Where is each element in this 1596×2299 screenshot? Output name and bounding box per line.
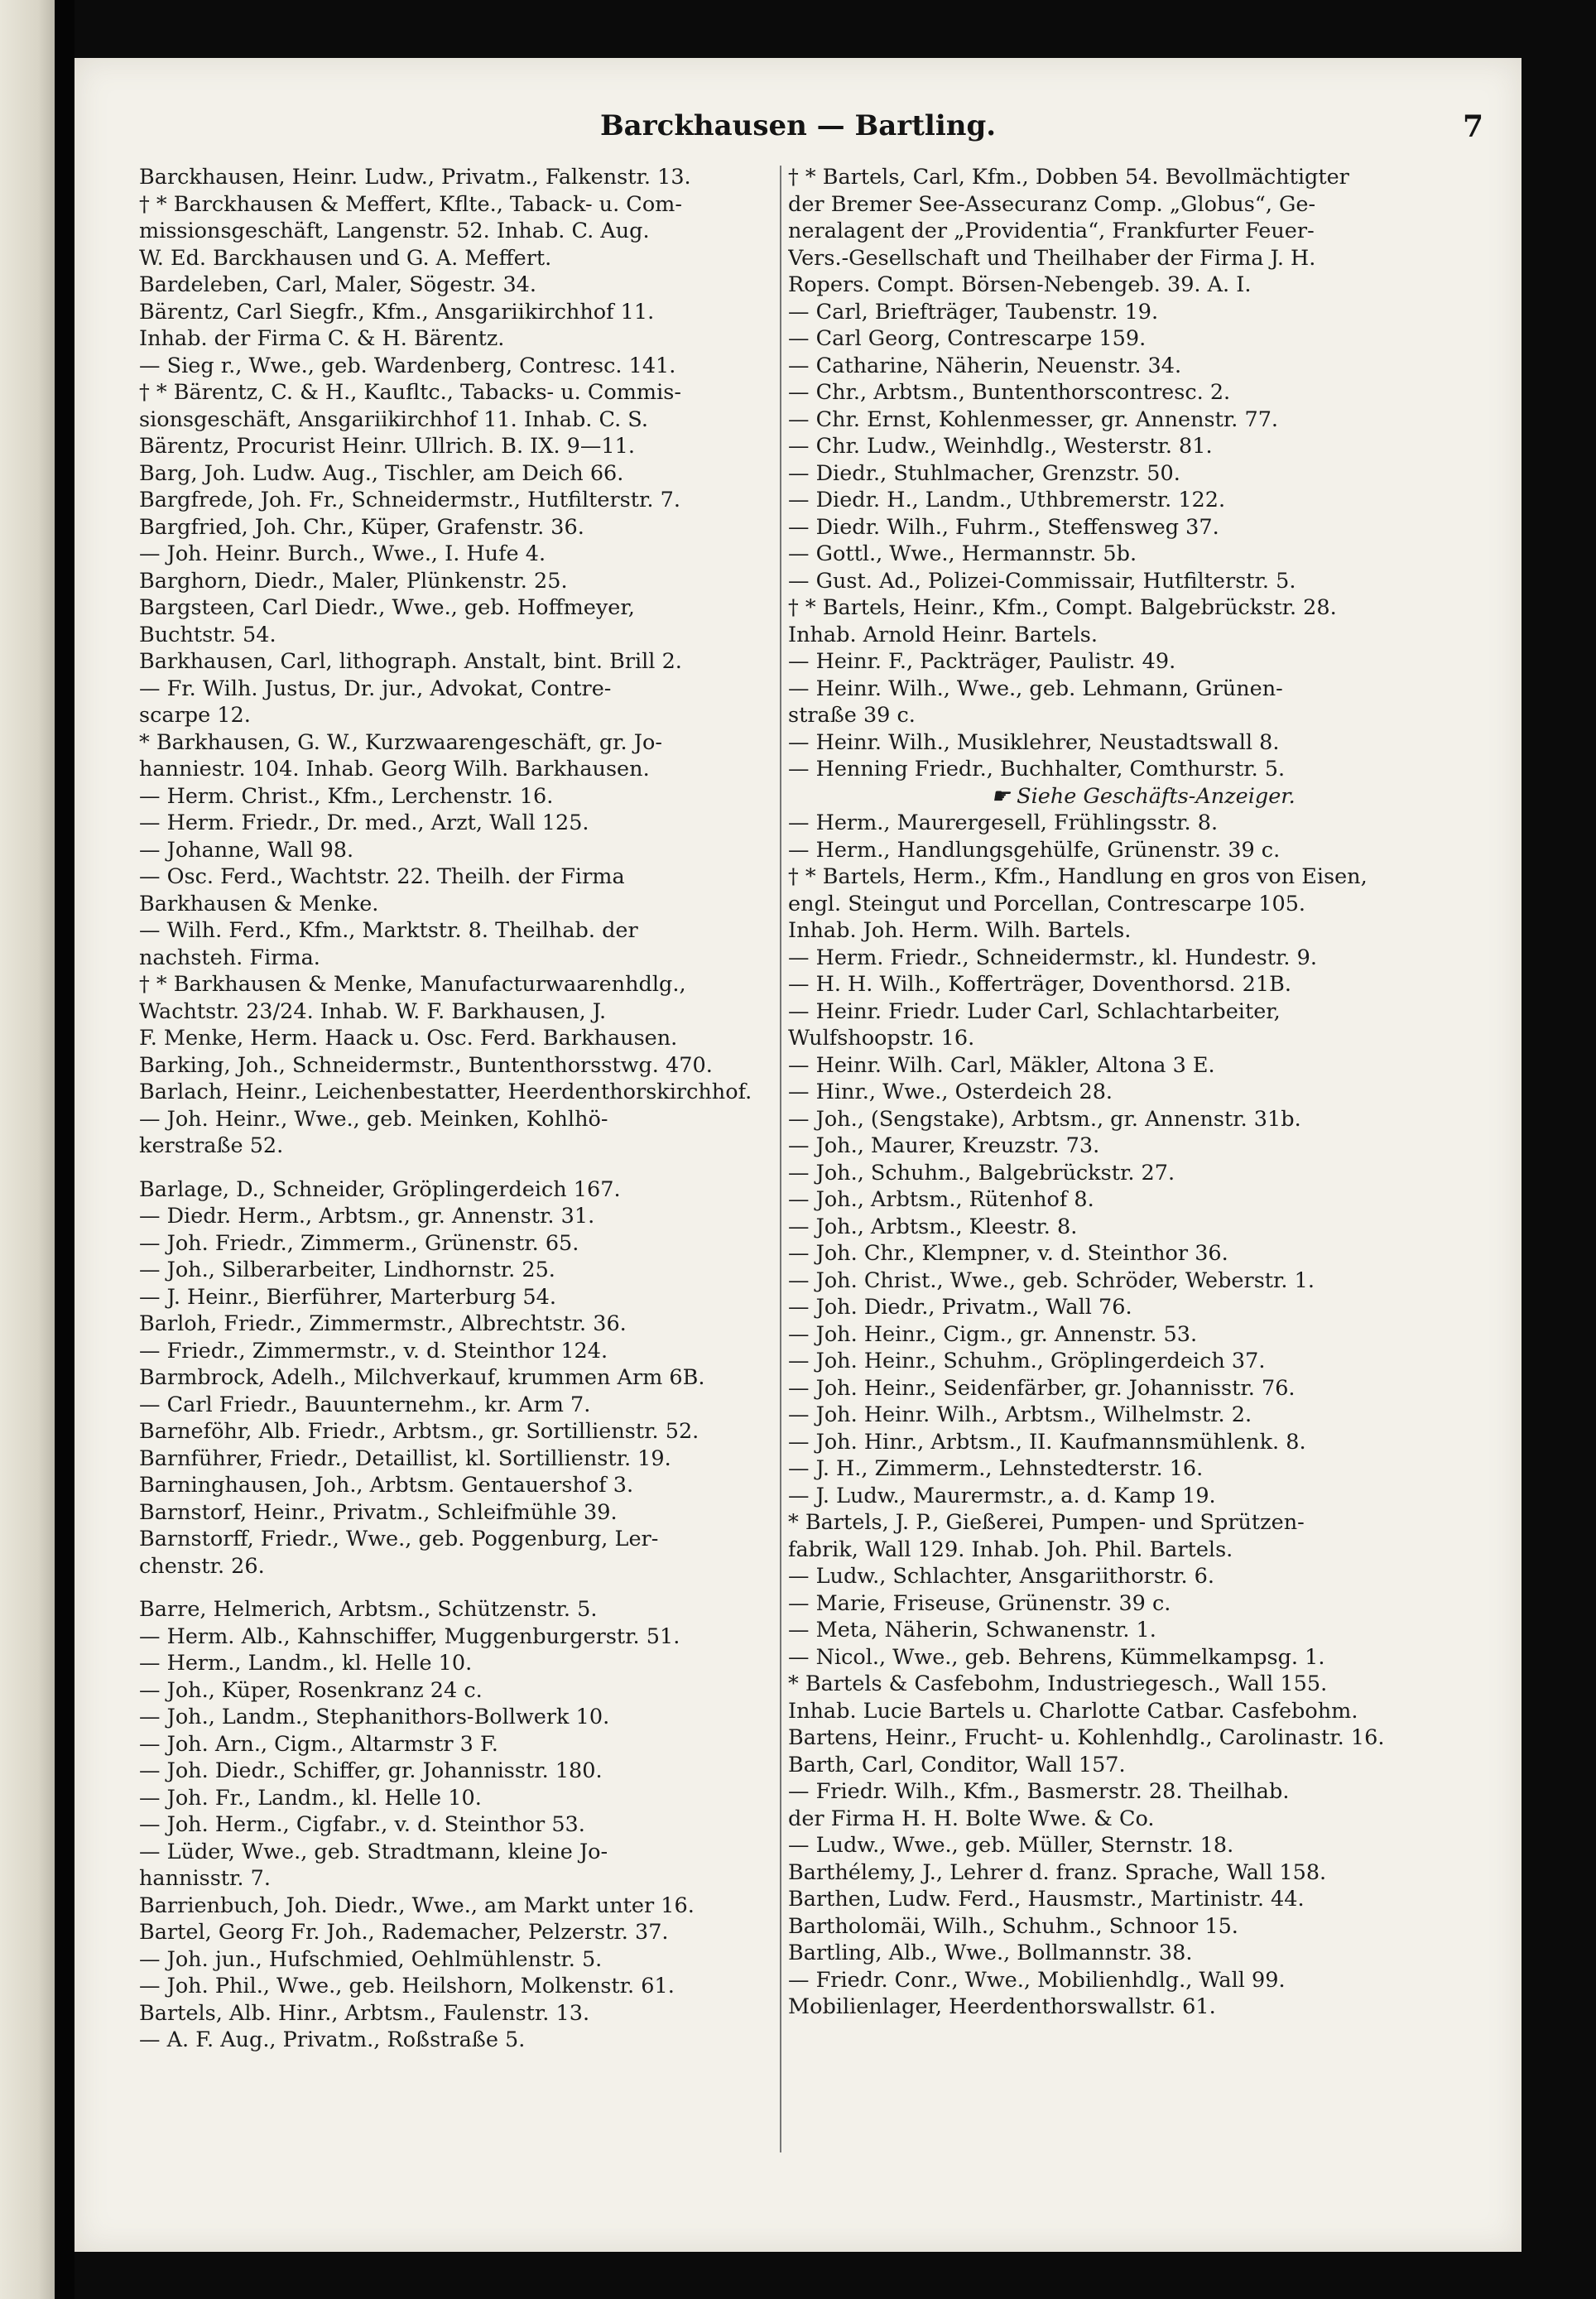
directory-entry-line: Barth, Carl, Conditor, Wall 157. xyxy=(788,1752,1126,1777)
directory-entry-line: — Diedr. Herm., Arbtsm., gr. Annenstr. 31. xyxy=(139,1204,595,1229)
directory-entry-line: Bargsteen, Carl Diedr., Wwe., geb. Hoffmeyer, xyxy=(139,595,635,620)
directory-entry-line: — Carl, Briefträger, Taubenstr. 19. xyxy=(788,299,1159,325)
directory-entry-line: fabrik, Wall 129. Inhab. Joh. Phil. Bartels. xyxy=(788,1537,1233,1562)
directory-entry-line: — Carl Georg, Contrescarpe 159. xyxy=(788,326,1147,351)
directory-entry-line: — J. Ludw., Maurermstr., a. d. Kamp 19. xyxy=(788,1483,1216,1508)
directory-entry-line: Ropers. Compt. Börsen-Nebengeb. 39. A. I. xyxy=(788,272,1252,297)
directory-entry-line: — Chr. Ludw., Weinhdlg., Westerstr. 81. xyxy=(788,434,1213,459)
directory-entry-line: Barghorn, Diedr., Maler, Plünkenstr. 25. xyxy=(139,568,568,594)
directory-entry-line: — Lüder, Wwe., geb. Stradtmann, kleine Jo- xyxy=(139,1839,608,1864)
directory-entry-line: neralagent der „Providentia“, Frankfurter Feuer- xyxy=(788,219,1315,243)
directory-entry-line: — Heinr. F., Packträger, Paulistr. 49. xyxy=(788,649,1176,674)
directory-entry-line: Bardeleben, Carl, Maler, Sögestr. 34. xyxy=(139,272,536,297)
directory-entry-line: — Meta, Näherin, Schwanenstr. 1. xyxy=(788,1618,1156,1642)
directory-entry-line: Barrienbuch, Joh. Diedr., Wwe., am Markt unter 16. xyxy=(139,1893,695,1918)
directory-entry-line: — Diedr., Stuhlmacher, Grenzstr. 50. xyxy=(788,460,1180,486)
directory-entry-line: — Friedr. Conr., Wwe., Mobilienhdlg., Wall 99. xyxy=(788,1967,1286,1993)
directory-entry-line: Barre, Helmerich, Arbtsm., Schützenstr. 5. xyxy=(139,1597,598,1622)
directory-entry-line: — A. F. Aug., Privatm., Roßstraße 5. xyxy=(139,2027,526,2052)
directory-entry-line: Inhab. der Firma C. & H. Bärentz. xyxy=(139,326,505,351)
adjacent-page-edge xyxy=(0,0,55,2299)
directory-entry-line: — Joh. Heinr. Burch., Wwe., I. Hufe 4. xyxy=(139,541,546,566)
directory-entry-line: Wulfshoopstr. 16. xyxy=(788,1026,975,1051)
directory-entry-line: Inhab. Joh. Herm. Wilh. Bartels. xyxy=(788,918,1132,943)
directory-entry-line: — Chr., Arbtsm., Buntenthorscontresc. 2. xyxy=(788,380,1231,405)
directory-entry-line: — Gust. Ad., Polizei-Commissair, Hutfilterstr. 5. xyxy=(788,568,1296,594)
directory-entry-line: Barneföhr, Alb. Friedr., Arbtsm., gr. Sortillienstr. 52. xyxy=(139,1419,699,1444)
directory-entry-line: — Sieg r., Wwe., geb. Wardenberg, Contresc. 141. xyxy=(139,353,676,378)
directory-entry-line: — Herm., Landm., kl. Helle 10. xyxy=(139,1651,473,1676)
directory-entry-line: F. Menke, Herm. Haack u. Osc. Ferd. Barkhausen. xyxy=(139,1026,678,1051)
directory-entry-line: — Joh. Arn., Cigm., Altarmstr 3 F. xyxy=(139,1731,498,1757)
directory-entry-line: — Herm. Friedr., Schneidermstr., kl. Hundestr. 9. xyxy=(788,945,1317,970)
directory-entry-line: — Joh. Heinr., Seidenfärber, gr. Johannisstr. 76. xyxy=(788,1375,1296,1401)
directory-entry-line: Barmbrock, Adelh., Milchverkauf, krummen Arm 6B. xyxy=(139,1365,705,1390)
directory-entry-line: — Joh. Diedr., Schiffer, gr. Johannisstr. 180. xyxy=(139,1758,603,1783)
directory-entry-line: Bartels, Alb. Hinr., Arbtsm., Faulenstr. 13. xyxy=(139,2000,590,2026)
directory-entry-line: Barkhausen & Menke. xyxy=(139,891,379,916)
directory-entry-line: — Wilh. Ferd., Kfm., Marktstr. 8. Theilhab. der xyxy=(139,918,638,943)
directory-entry-line: Wachtstr. 23/24. Inhab. W. F. Barkhausen, J. xyxy=(139,998,607,1024)
directory-entry-line: — Henning Friedr., Buchhalter, Comthurstr. 5. xyxy=(788,757,1286,782)
directory-entry-line: — Heinr. Wilh., Musiklehrer, Neustadtswall 8. xyxy=(788,729,1280,755)
directory-entry-line: Inhab. Arnold Heinr. Bartels. xyxy=(788,622,1098,647)
directory-entry-line: Barckhausen, Heinr. Ludw., Privatm., Falkenstr. 13. xyxy=(139,165,691,190)
directory-entry-line: — Joh., Maurer, Kreuzstr. 73. xyxy=(788,1133,1100,1158)
directory-entry-line: Barnstorf, Heinr., Privatm., Schleifmühle 39. xyxy=(139,1499,618,1525)
directory-entry-line: Bargfried, Joh. Chr., Küper, Grafenstr. 36. xyxy=(139,514,584,540)
directory-entry-line: — Nicol., Wwe., geb. Behrens, Kümmelkampsg. 1. xyxy=(788,1644,1325,1670)
directory-entry-line: Bartling, Alb., Wwe., Bollmannstr. 38. xyxy=(788,1941,1193,1965)
directory-entry-line: — Joh. Phil., Wwe., geb. Heilshorn, Molkenstr. 61. xyxy=(139,1974,675,1998)
right-column xyxy=(788,164,1498,2021)
running-head: Barckhausen — Bartling. xyxy=(599,109,997,142)
directory-entry-line: Inhab. Lucie Bartels u. Charlotte Catbar. Casfebohm. xyxy=(788,1698,1358,1724)
directory-entry-line: Bärentz, Procurist Heinr. Ullrich. B. IX. 9—11. xyxy=(139,434,635,459)
directory-entry-line: * Barkhausen, G. W., Kurzwaarengeschäft, gr. Jo- xyxy=(139,729,662,755)
directory-entry-line: — Joh., Schuhm., Balgebrückstr. 27. xyxy=(788,1160,1175,1186)
directory-entry-line: missionsgeschäft, Langenstr. 52. Inhab. C. Aug. xyxy=(139,219,650,243)
directory-entry-line: Mobilienlager, Heerdenthorswallstr. 61. xyxy=(788,1994,1216,2019)
directory-entry-line: Barninghausen, Joh., Arbtsm. Gentauershof 3. xyxy=(139,1473,634,1498)
directory-entry-line: — Marie, Friseuse, Grünenstr. 39 c. xyxy=(788,1590,1171,1616)
directory-entry-line: * Bartels & Casfebohm, Industriegesch., Wall 155. xyxy=(788,1671,1328,1696)
directory-entry-line: — Joh. Chr., Klempner, v. d. Steinthor 36. xyxy=(788,1241,1228,1266)
directory-entry-line: † * Barkhausen & Menke, Manufacturwaarenhdlg., xyxy=(139,972,686,997)
directory-entry-line: — Heinr. Wilh., Wwe., geb. Lehmann, Grünen- xyxy=(788,676,1283,701)
directory-entry-line: † * Bartels, Carl, Kfm., Dobben 54. Bevollmächtigter xyxy=(788,165,1349,190)
directory-entry-line: — Friedr. Wilh., Kfm., Basmerstr. 28. Theilhab. xyxy=(788,1779,1290,1804)
directory-entry-line: der Bremer See-Assecuranz Comp. „Globus“, Ge- xyxy=(788,191,1316,217)
directory-entry-line: hanniestr. 104. Inhab. Georg Wilh. Barkhausen. xyxy=(139,757,650,782)
directory-entry-line: — Ludw., Schlachter, Ansgariithorstr. 6. xyxy=(788,1564,1215,1589)
directory-entry-line: — Joh. jun., Hufschmied, Oehlmühlenstr. 5. xyxy=(139,1946,603,1972)
directory-entry-line: nachsteh. Firma. xyxy=(139,945,320,970)
directory-entry-line: Barlage, D., Schneider, Gröplingerdeich 167. xyxy=(139,1176,621,1202)
directory-entry-line: kerstraße 52. xyxy=(139,1133,284,1158)
directory-entry-line: engl. Steingut und Porcellan, Contrescarpe 105. xyxy=(788,891,1306,916)
directory-entry-line: — Joh., Silberarbeiter, Lindhornstr. 25. xyxy=(139,1258,555,1282)
directory-entry-line: — Carl Friedr., Bauunternehm., kr. Arm 7. xyxy=(139,1392,591,1417)
directory-entry-line: — Joh. Heinr., Schuhm., Gröplingerdeich 37. xyxy=(788,1349,1266,1373)
directory-entry-line: — Herm. Friedr., Dr. med., Arzt, Wall 125. xyxy=(139,810,589,835)
directory-entry-line: Barg, Joh. Ludw. Aug., Tischler, am Deich 66. xyxy=(139,460,624,486)
directory-entry-line: — Herm. Christ., Kfm., Lerchenstr. 16. xyxy=(139,783,554,809)
directory-entry-line: Bartholomäi, Wilh., Schuhm., Schnoor 15. xyxy=(788,1913,1238,1939)
directory-entry-line: — Joh. Fr., Landm., kl. Helle 10. xyxy=(139,1785,482,1811)
directory-entry-line: — Joh., (Sengstake), Arbtsm., gr. Annenstr. 31b. xyxy=(788,1106,1301,1132)
directory-entry-line: — Joh. Friedr., Zimmerm., Grünenstr. 65. xyxy=(139,1230,579,1256)
directory-entry-line: — Joh. Herm., Cigfabr., v. d. Steinthor 53. xyxy=(139,1812,585,1837)
directory-entry-line: Barking, Joh., Schneidermstr., Buntenthorsstwg. 470. xyxy=(139,1052,713,1078)
directory-entry-line: — Joh. Diedr., Privatm., Wall 76. xyxy=(788,1295,1132,1320)
directory-entry-line: — Heinr. Wilh. Carl, Mäkler, Altona 3 E. xyxy=(788,1052,1215,1078)
directory-entry-line: — Johanne, Wall 98. xyxy=(139,837,354,863)
directory-entry-line: — J. H., Zimmerm., Lehnstedterstr. 16. xyxy=(788,1456,1204,1481)
directory-entry-line: — Joh., Landm., Stephanithors-Bollwerk 10. xyxy=(139,1705,610,1729)
directory-entry-line: hannisstr. 7. xyxy=(139,1866,271,1891)
directory-entry-line: Barnstorff, Friedr., Wwe., geb. Poggenburg, Ler- xyxy=(139,1527,659,1551)
directory-entry-line: Barloh, Friedr., Zimmermstr., Albrechtstr. 36. xyxy=(139,1311,627,1336)
directory-entry-line: * Bartels, J. P., Gießerei, Pumpen- und Sprützen- xyxy=(788,1510,1305,1535)
directory-entry-line: — Joh. Christ., Wwe., geb. Schröder, Weberstr. 1. xyxy=(788,1267,1315,1293)
directory-entry-line: straße 39 c. xyxy=(788,703,916,728)
page-header xyxy=(75,109,1521,159)
directory-entry-line: — Joh. Heinr., Cigm., gr. Annenstr. 53. xyxy=(788,1321,1198,1347)
directory-entry-line: Bargfrede, Joh. Fr., Schneidermstr., Hutfilterstr. 7. xyxy=(139,488,680,512)
directory-entry-line: — Diedr. Wilh., Fuhrm., Steffensweg 37. xyxy=(788,514,1219,540)
directory-entry-line: † * Bärentz, C. & H., Kaufltc., Tabacks- u. Commis- xyxy=(139,380,681,405)
directory-entry-line: Vers.-Gesellschaft und Theilhaber der Firma J. H. xyxy=(788,245,1316,271)
directory-entry-line: — Joh., Arbtsm., Rütenhof 8. xyxy=(788,1187,1094,1212)
directory-entry-line: — Herm. Alb., Kahnschiffer, Muggenburgerstr. 51. xyxy=(139,1623,680,1649)
directory-entry-line: † * Barckhausen & Meffert, Kflte., Taback- u. Com- xyxy=(139,191,682,217)
directory-page xyxy=(75,58,1521,2252)
directory-entry-line: Barkhausen, Carl, lithograph. Anstalt, bint. Brill 2. xyxy=(139,649,682,674)
directory-entry-line: — H. H. Wilh., Kofferträger, Doventhorsd. 21B. xyxy=(788,972,1291,997)
directory-entry-line: Bartens, Heinr., Frucht- u. Kohlenhdlg., Carolinastr. 16. xyxy=(788,1725,1385,1750)
directory-entry-line: — J. Heinr., Bierführer, Marterburg 54. xyxy=(139,1284,556,1310)
directory-entry-line: — Chr. Ernst, Kohlenmesser, gr. Annenstr. 77. xyxy=(788,406,1279,432)
directory-entry-line: — Fr. Wilh. Justus, Dr. jur., Advokat, Contre- xyxy=(139,676,612,701)
directory-entry-line: — Diedr. H., Landm., Uthbremerstr. 122. xyxy=(788,488,1226,512)
directory-entry-line: — Joh., Küper, Rosenkranz 24 c. xyxy=(139,1677,483,1703)
directory-entry-line: Barthen, Ludw. Ferd., Hausmstr., Martinistr. 44. xyxy=(788,1887,1305,1912)
directory-entry-line: — Heinr. Friedr. Luder Carl, Schlachtarbeiter, xyxy=(788,998,1281,1024)
book-gutter xyxy=(55,0,75,2299)
directory-entry-line: Barthélemy, J., Lehrer d. franz. Sprache, Wall 158. xyxy=(788,1859,1327,1885)
directory-entry-line: † * Bartels, Heinr., Kfm., Compt. Balgebrückstr. 28. xyxy=(788,595,1337,620)
directory-entry-line: — Catharine, Näherin, Neuenstr. 34. xyxy=(788,353,1182,378)
directory-entry-line: der Firma H. H. Bolte Wwe. & Co. xyxy=(788,1806,1155,1831)
directory-entry-line: — Joh., Arbtsm., Kleestr. 8. xyxy=(788,1214,1078,1239)
directory-entry-line: — Herm., Handlungsgehülfe, Grünenstr. 39 c. xyxy=(788,837,1281,863)
directory-entry-line: sionsgeschäft, Ansgariikirchhof 11. Inhab. C. S. xyxy=(139,406,648,432)
directory-entry-line: — Hinr., Wwe., Osterdeich 28. xyxy=(788,1080,1113,1104)
directory-entry-line: scarpe 12. xyxy=(139,703,251,728)
directory-entry-line: — Joh. Hinr., Arbtsm., II. Kaufmannsmühlenk. 8. xyxy=(788,1429,1306,1455)
directory-entry-line: Barnführer, Friedr., Detaillist, kl. Sortillienstr. 19. xyxy=(139,1445,671,1471)
directory-entry-line: — Joh. Heinr., Wwe., geb. Meinken, Kohlhö- xyxy=(139,1106,608,1132)
directory-entry-line: chenstr. 26. xyxy=(139,1553,265,1579)
directory-entry-line: — Joh. Heinr. Wilh., Arbtsm., Wilhelmstr. 2. xyxy=(788,1402,1252,1427)
directory-entry-line: Barlach, Heinr., Leichenbestatter, Heerdenthorskirchhof. xyxy=(139,1080,752,1104)
directory-entry-line: W. Ed. Barckhausen und G. A. Meffert. xyxy=(139,245,552,271)
directory-entry-line: — Gottl., Wwe., Hermannstr. 5b. xyxy=(788,541,1137,566)
page-number: 7 xyxy=(1462,109,1483,144)
directory-entry-line: — Herm., Maurergesell, Frühlingsstr. 8. xyxy=(788,810,1219,835)
directory-entry-line: — Osc. Ferd., Wachtstr. 22. Theilh. der Firma xyxy=(139,864,625,889)
directory-entry-line: — Ludw., Wwe., geb. Müller, Sternstr. 18. xyxy=(788,1833,1234,1858)
directory-entry-line: Buchtstr. 54. xyxy=(139,622,276,647)
directory-entry-line: † * Bartels, Herm., Kfm., Handlung en gros von Eisen, xyxy=(788,864,1368,889)
directory-entry-line: ☛ Siehe Geschäfts-Anzeiger. xyxy=(991,783,1296,809)
directory-entry-line: Bärentz, Carl Siegfr., Kfm., Ansgariikirchhof 11. xyxy=(139,299,655,325)
left-column xyxy=(139,164,843,2054)
directory-entry-line: Bartel, Georg Fr. Joh., Rademacher, Pelzerstr. 37. xyxy=(139,1920,669,1945)
directory-entry-line: — Friedr., Zimmermstr., v. d. Steinthor 124. xyxy=(139,1338,608,1364)
